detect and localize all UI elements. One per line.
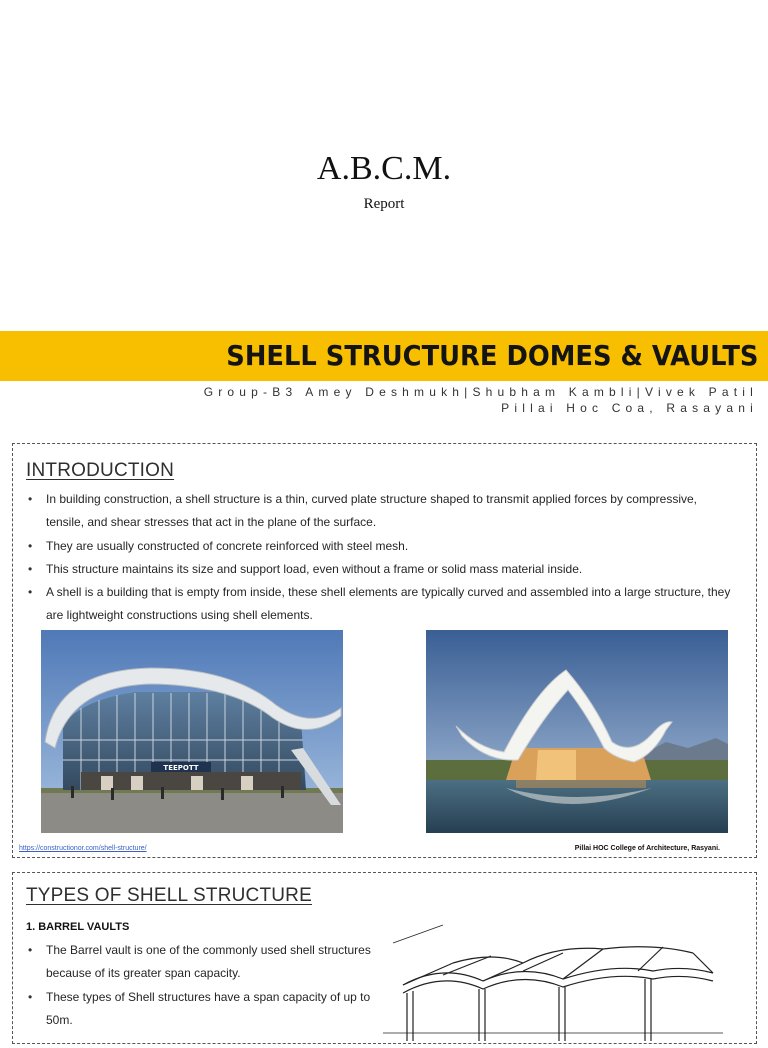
image-credit: Pillai HOC College of Architecture, Rasyani. — [574, 845, 720, 852]
institution-line: Pillai Hoc Coa, Rasayani — [501, 401, 758, 415]
wave-shell-photo — [426, 630, 728, 833]
shell-building-photo — [41, 630, 343, 833]
list-item: • The Barrel vault is one of the commonly used shell structures because of its greater span capacity. — [16, 939, 386, 986]
list-item: • In building construction, a shell structure is a thin, curved plate structure shaped to transmit applied forces by compressive, tensile, and shear stresses that act in the plane of the surface. — [16, 488, 736, 535]
barrel-vaults-list — [16, 939, 386, 1032]
title-banner — [0, 331, 768, 381]
barrel-vaults-heading: 1. BARREL VAULTS — [26, 921, 130, 933]
barrel-vault-illustration — [383, 923, 723, 1048]
cover-title: A.B.C.M. — [316, 150, 452, 187]
introduction-heading: INTRODUCTION — [26, 460, 175, 481]
cover-subtitle: Report — [363, 196, 405, 212]
source-link[interactable]: https://constructionor.com/shell-structure/ — [19, 845, 147, 852]
authors-line: Group-B3 Amey Deshmukh|Shubham Kambli|Vivek Patil — [203, 385, 758, 399]
banner-title: SHELL STRUCTURE DOMES & VAULTS — [225, 339, 758, 372]
building-sign: TEEPOTT — [163, 764, 199, 772]
list-item: • They are usually constructed of concrete reinforced with steel mesh. — [16, 535, 736, 558]
types-panel — [12, 872, 757, 1044]
list-item: • This structure maintains its size and support load, even without a frame or solid mass material inside. — [16, 558, 736, 581]
list-item: • These types of Shell structures have a span capacity of up to 50m. — [16, 986, 386, 1033]
introduction-panel — [12, 443, 757, 858]
introduction-list — [16, 488, 736, 628]
types-heading: TYPES OF SHELL STRUCTURE — [26, 885, 312, 906]
list-item: • A shell is a building that is empty from inside, these shell elements are typically curved and assembled into a large structure, they are lightweight constructions using shell elements. — [16, 581, 736, 628]
